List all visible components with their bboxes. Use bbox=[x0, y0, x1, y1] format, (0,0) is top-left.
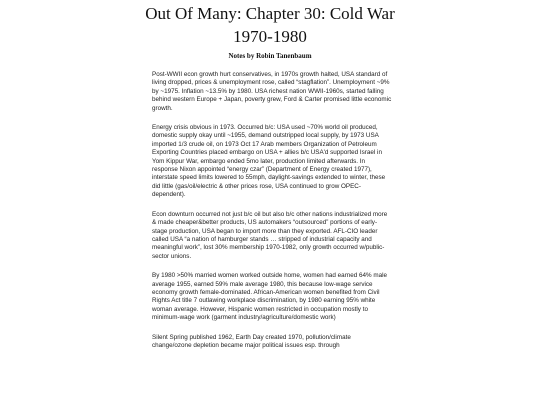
document-byline: Notes by Robin Tanenbaum bbox=[228, 52, 312, 60]
paragraph-econ-downturn: Econ downturn occurred not just b/c oil but also b/c other nations industrialized more & made cheaper&better products, US automakers “outsourced” portions of early-stage production, USA began to import more than they exported. AFL-CIO leader called USA “a nation of hamburger stands … stripped of industrial capacity and meaningful work”, lost 30% membership 1970-1982, only growth occurred w/public-sector unions. bbox=[152, 210, 388, 260]
paragraph-environment: Silent Spring published 1962, Earth Day created 1970, pollution/climate change/ozone depletion became major political issues esp. through bbox=[152, 333, 351, 349]
document-body bbox=[152, 71, 392, 361]
paragraph-women-workforce: By 1980 >50% married women worked outside home, women had earned 64% male average 1955, earned 59% male average 1980, this because low-wage service economy growth female-dominated. African-American women benefited from Civil Rights Act title 7 outlawing workplace discrimination, by 1980 earning 95% white woman average. However, Hispanic women restricted in occupation mostly to minimum-wage work (garment industry/agriculture/domestic work) bbox=[152, 272, 388, 322]
document-title: Out Of Many: Chapter 30: Cold War 1970-1980 bbox=[145, 4, 395, 46]
paragraph-energy-crisis: Energy crisis obvious in 1973. Occurred b/c: USA used ~70% world oil produced, domestic supply okay until ~1955, demand outstripped local supply, by 1973 USA imported 1/3 crude oil, on 1973 Oct 17 Arab members Organization of Petroleum Exporting Countries placed embargo on USA + allies b/c USA'd supported Israel in Yom Kippur War, embargo ended 5mo later, production limited afterwards. In response Nixon appointed “energy czar” (Department of Energy created 1977), interstate speed limits lowered to 55mph, daylight-savings extended to winter, these did little (gas/oil/electric & other prices rose, USA continued to grow OPEC-dependent). bbox=[152, 124, 386, 199]
paragraph-stagflation: Post-WWII econ growth hurt conservatives, in 1970s growth halted, USA standard of living dropped, prices & unemployment rose, called “stagflation”. Unemployment ~9% by ~1975. Inflation ~13.5% by 1980. USA richest nation WWII-1960s, started falling behind western Europe + Japan, poverty grew, Ford & Carter promised little economic growth. bbox=[152, 71, 392, 112]
